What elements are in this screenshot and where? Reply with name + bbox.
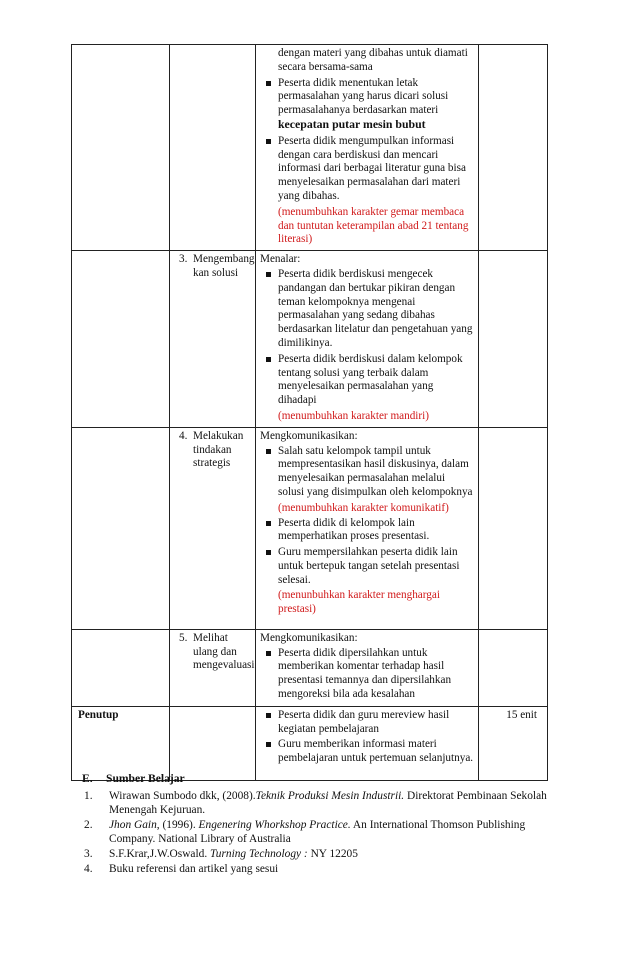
list-item: Peserta didik menentukan letak permasalahan yang harus dicari solusi permasalahanya berdasarkan materi kecepatan putar mesin bubut xyxy=(260,77,474,133)
activity-list xyxy=(260,517,474,588)
list-item: 3. S.F.Krar,J.W.Oswald. Turning Technology : NY 12205 xyxy=(84,848,358,860)
list-item: Peserta didik dipersilahkan untuk memberikan komentar terhadap hasil presentasi temannya dan dipersilahkan mengoreksi bila ada kesalahan xyxy=(260,647,474,702)
bullet-icon xyxy=(266,449,271,454)
character-note: (menumbuhkan karakter gemar membaca dan tuntutan keterampilan abad 21 tentang literasi) xyxy=(278,205,469,246)
step-label: Melakukan tindakan strategis xyxy=(193,429,244,470)
step-label: Mengembang kan solusi xyxy=(193,253,255,279)
bullet-icon xyxy=(266,651,271,656)
time-cell xyxy=(479,45,548,251)
activity-list xyxy=(260,647,474,702)
step-cell xyxy=(170,251,256,428)
activity-cell xyxy=(256,251,479,428)
table-row xyxy=(72,251,548,428)
bullet-icon xyxy=(266,357,271,362)
step-number: 5. xyxy=(179,631,188,644)
activity-heading: Mengkomunikasikan: xyxy=(260,429,358,442)
bold-topic: kecepatan putar mesin bubut xyxy=(278,116,426,131)
section-title: Sumber Belajar xyxy=(106,772,185,785)
table-row xyxy=(72,629,548,706)
time-cell xyxy=(479,427,548,629)
time-cell xyxy=(479,706,548,780)
time-allocation: 15 enit xyxy=(506,708,537,721)
time-cell xyxy=(479,629,548,706)
stage-cell xyxy=(72,251,170,428)
stage-cell xyxy=(72,706,170,780)
list-item: Guru memberikan informasi materi pembelajaran untuk pertemuan selanjutnya. xyxy=(260,738,474,766)
list-item: 2. Jhon Gain, (1996). Engenering Whorkshop Practice. An International Thomson Publishing Company. National Library of Australia xyxy=(84,819,526,845)
list-item: Salah satu kelompok tampil untuk mempresentasikan hasil diskusinya, dalam menyelesaikan permasalahan melalui solusi yang disimpulkan oleh kelompoknya xyxy=(260,445,474,500)
bullet-icon xyxy=(266,272,271,277)
stage-cell xyxy=(72,427,170,629)
table-row xyxy=(72,706,548,780)
table-row xyxy=(72,427,548,629)
step-number: 4. xyxy=(179,429,188,442)
list-item: 4. Buku referensi dan artikel yang sesui xyxy=(84,863,279,875)
reference-list xyxy=(82,789,562,876)
list-item: 1. Wirawan Sumbodo dkk, (2008).Teknik Produksi Mesin Industrii. Direktorat Pembinaan Sekolah Menengah Kejuruan. xyxy=(84,790,547,816)
table-row xyxy=(72,45,548,251)
stage-label: Penutup xyxy=(78,708,119,721)
time-cell xyxy=(479,251,548,428)
stage-cell xyxy=(72,45,170,251)
activity-cell xyxy=(256,45,479,251)
activity-cell xyxy=(256,427,479,629)
list-item: Peserta didik di kelompok lain memperhatikan proses presentasi. xyxy=(260,517,474,545)
step-number: 3. xyxy=(179,253,188,266)
activity-cell xyxy=(256,629,479,706)
activity-heading: Mengkomunikasikan: xyxy=(260,631,358,644)
step-cell xyxy=(170,629,256,706)
activity-list xyxy=(260,268,474,408)
step-cell xyxy=(170,427,256,629)
step-label: Melihat ulang dan mengevaluasi xyxy=(193,631,255,672)
step-cell xyxy=(170,706,256,780)
character-note: (menumbuhkan karakter komunikatif) xyxy=(278,501,449,514)
bullet-icon xyxy=(266,521,271,526)
list-item: Peserta didik dan guru mereview hasil kegiatan pembelajaran xyxy=(260,709,474,737)
bullet-icon xyxy=(266,550,271,555)
bullet-icon xyxy=(266,139,271,144)
list-item: Guru mempersilahkan peserta didik lain untuk bertepuk tangan setelah presentasi selesai. xyxy=(260,546,474,587)
stage-cell xyxy=(72,629,170,706)
activity-list xyxy=(260,445,474,500)
section-letter: E. xyxy=(82,772,93,785)
step-cell xyxy=(170,45,256,251)
bullet-icon xyxy=(266,713,271,718)
list-item: Peserta didik berdiskusi dalam kelompok tentang solusi yang terbaik dalam menyelesaikan permasalahan yang dihadapi xyxy=(260,353,474,408)
list-item: Peserta didik berdiskusi mengecek pandangan dan bertukar pikiran dengan teman kelompoknya mengenai permasalahan yang sedang dibahas berdasarkan litelatur dan pengetahuan yang dimilikinya. xyxy=(260,268,474,351)
lesson-plan-table xyxy=(71,44,548,781)
character-note: (menunbuhkan karakter menghargai prestasi) xyxy=(278,589,440,616)
sumber-belajar-section xyxy=(82,772,562,877)
list-item: dengan materi yang dibahas untuk diamati secara bersama-sama xyxy=(278,47,468,73)
character-note: (menumbuhkan karakter mandiri) xyxy=(278,409,429,422)
list-item: Peserta didik mengumpulkan informasi dengan cara berdiskusi dan mencari informasi dari berbagai literatur guna bisa menyelesaikan permasalahan dari materi yang dibahas. xyxy=(260,135,474,204)
section-heading xyxy=(82,772,562,786)
bullet-icon xyxy=(266,742,271,747)
activity-heading: Menalar: xyxy=(260,253,301,266)
activity-list xyxy=(260,709,474,766)
activity-list xyxy=(260,47,474,204)
bullet-icon xyxy=(266,81,271,86)
activity-cell xyxy=(256,706,479,780)
